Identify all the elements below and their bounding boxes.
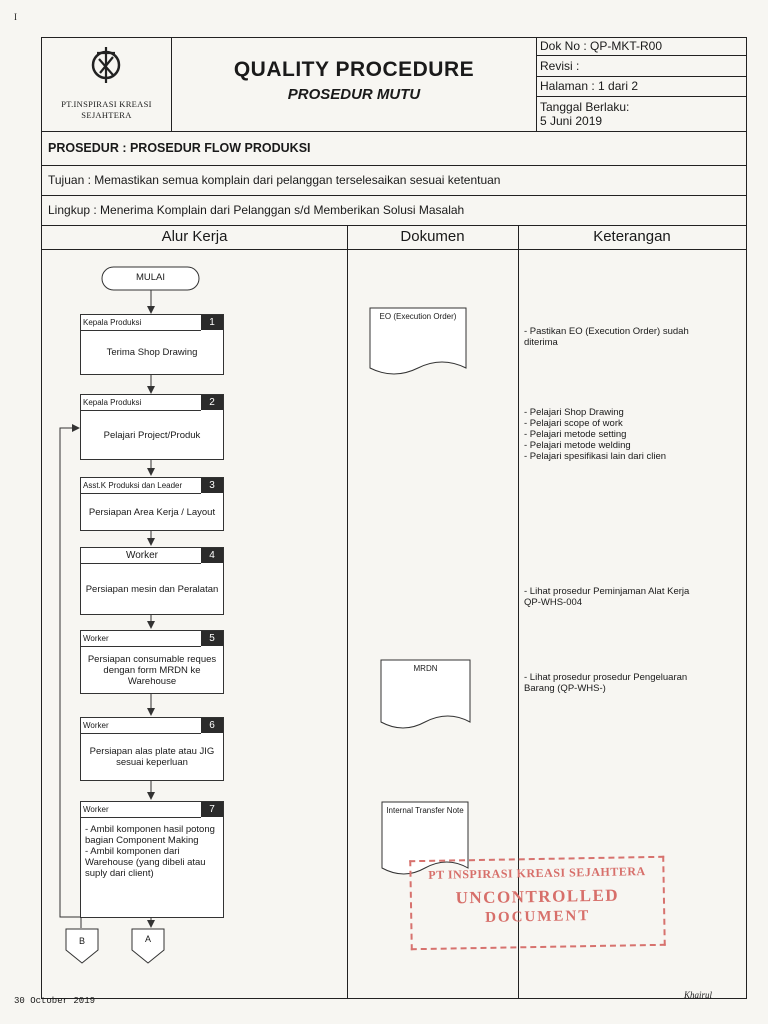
flow-step-6: Worker 6 Persiapan alas plate atau JIG sesuai keperluan	[80, 717, 224, 781]
flow-step-1: Kepala Produksi 1 Terima Shop Drawing	[80, 314, 224, 375]
connector-b-label: B	[78, 936, 85, 946]
column-header-dokumen: Dokumen	[347, 225, 519, 250]
flow-step-3: Asst.K Produksi dan Leader 3 Persiapan Area Kerja / Layout	[80, 477, 224, 531]
doc-title: QUALITY PROCEDURE	[233, 58, 475, 81]
connector-b	[66, 929, 98, 963]
document-eo-label: EO (Execution Order)	[379, 312, 457, 321]
connector-a-label: A	[144, 934, 151, 944]
note-step-5: - Lihat prosedur prosedur Pengeluaran Barang (QP-WHS-)	[524, 672, 688, 694]
dok-no: Dok No : QP-MKT-R00	[537, 37, 747, 56]
document-internal-transfer-label: Internal Transfer Note	[386, 806, 464, 815]
note-step-2: - Pelajari Shop Drawing - Pelajari scope of work - Pelajari metode setting - Pelajari metode welding - Pelajari spesifikasi lain dari clien	[524, 407, 667, 462]
document-mrdn-label: MRDN	[413, 664, 438, 673]
footer-signature: Khairul	[684, 990, 713, 1000]
page-mark: I	[14, 12, 17, 22]
note-step-1: - Pastikan EO (Execution Order) sudah diterima	[524, 326, 689, 348]
doc-subtitle: PROSEDUR MUTU	[287, 86, 421, 103]
tujuan-row: Tujuan : Memastikan semua komplain dari pelanggan terselesaikan sesuai ketentuan	[41, 165, 747, 196]
start-label: MULAI	[135, 272, 166, 283]
column-header-keterangan: Keterangan	[518, 225, 747, 250]
flow-step-2: Kepala Produksi 2 Pelajari Project/Produk	[80, 394, 224, 460]
column-header-alur: Alur Kerja	[41, 225, 348, 250]
halaman: Halaman : 1 dari 2	[537, 77, 747, 97]
uncontrolled-stamp: PT INSPIRASI KREASI SEJAHTERA UNCONTROLLED DOCUMENT	[409, 856, 666, 950]
flow-step-7: Worker 7 - Ambil komponen hasil potong bagian Component Making - Ambil komponen dari Warehouse (yang dibeli atau suply dari client)	[80, 801, 224, 918]
footer-date: 30 October 2019	[14, 996, 96, 1006]
note-step-4: - Lihat prosedur Peminjaman Alat Kerja QP-WHS-004	[524, 586, 690, 608]
flow-step-4: Worker 4 Persiapan mesin dan Peralatan	[80, 547, 224, 615]
tanggal-berlaku: Tanggal Berlaku: 5 Juni 2019	[540, 100, 630, 128]
prosedur-row: PROSEDUR : PROSEDUR FLOW PRODUKSI	[41, 131, 747, 166]
flow-step-5: Worker 5 Persiapan consumable reques dengan form MRDN ke Warehouse	[80, 630, 224, 694]
company-name: PT.INSPIRASI KREASI SEJAHTERA	[61, 99, 152, 120]
revisi: Revisi :	[537, 56, 747, 77]
lingkup-row: Lingkup : Menerima Komplain dari Pelanggan s/d Memberikan Solusi Masalah	[41, 195, 747, 226]
